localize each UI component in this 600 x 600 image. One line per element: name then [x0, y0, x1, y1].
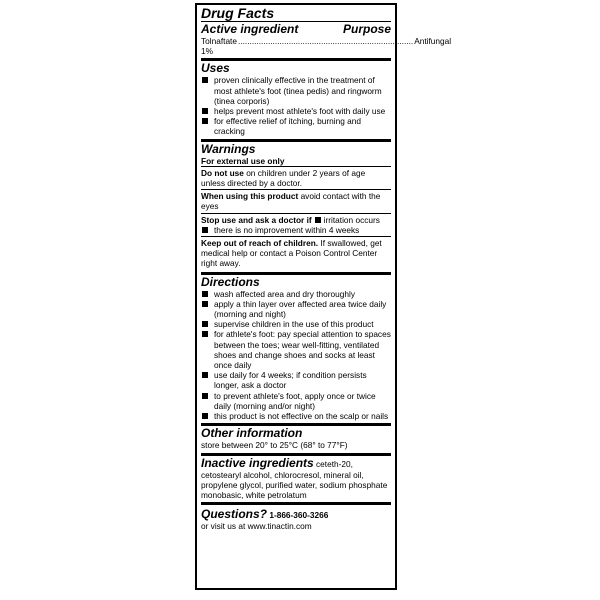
- list-item: to prevent athlete's foot, apply once or twice daily (morning and/or night): [201, 391, 391, 411]
- active-ingredient: Tolnaftate 1%: [201, 36, 237, 57]
- list-item: apply a thin layer over affected area twice daily (morning and night): [201, 299, 391, 319]
- bullet-icon: [315, 217, 321, 223]
- uses-section: [201, 61, 391, 141]
- questions-section: [201, 505, 391, 533]
- list-item: wash affected area and dry thoroughly: [201, 289, 391, 299]
- directions-heading: Directions: [201, 274, 260, 289]
- warnings-section: [201, 142, 391, 275]
- inactive-ingredients-text: ceteth-20, cetostearyl alcohol, chlorocresol, mineral oil, propylene glycol, purified water, sodium phosphate monobasic, white petrolatum: [201, 458, 388, 500]
- drug-facts-title: Drug Facts: [201, 5, 275, 21]
- questions-heading: Questions?: [201, 507, 268, 522]
- bullet-icon: [202, 118, 208, 124]
- bullet-icon: [202, 301, 208, 307]
- list-item: supervise children in the use of this product: [201, 319, 391, 329]
- bullet-icon: [202, 108, 208, 114]
- bullet-icon: [202, 291, 208, 297]
- external-use-text: For external use only: [201, 155, 285, 166]
- bullet-icon: [202, 372, 208, 378]
- list-item: use daily for 4 weeks; if condition persists longer, ask a doctor: [201, 370, 391, 390]
- active-ingredient-heading: Active ingredient: [201, 22, 299, 36]
- storage-text: store between 20° to 25°C (68° to 77°F): [201, 440, 348, 451]
- inactive-ingredients-section: [201, 456, 391, 506]
- bullet-icon: [202, 321, 208, 327]
- list-item: for athlete's foot: pay special attention to spaces between the toes; wear well-fitting, ventilated shoes and change shoes and socks at least once daily: [201, 329, 391, 370]
- do-not-use-block: Do not use on children under 2 years of age unless directed by a doctor.: [201, 166, 391, 189]
- keep-out-block: Keep out of reach of children. If swallowed, get medical help or contact a Poison Control Center right away.: [201, 236, 391, 270]
- bullet-icon: [202, 413, 208, 419]
- list-item: helps prevent most athlete's foot with daily use: [201, 106, 391, 116]
- bullet-icon: [202, 331, 208, 337]
- warnings-heading: Warnings: [201, 141, 256, 156]
- purpose-value: Antifungal: [414, 36, 452, 46]
- other-information-heading: Other information: [201, 426, 303, 441]
- drug-facts-header: [201, 5, 452, 61]
- phone-number: 1-866-360-3266: [269, 510, 329, 521]
- website-text: or visit us at www.tinactin.com: [201, 521, 312, 532]
- dot-leader: ............................................................................: [237, 36, 414, 46]
- bullet-icon: [202, 77, 208, 83]
- other-information-section: [201, 426, 391, 455]
- list-item: this product is not effective on the scalp or nails: [201, 411, 391, 421]
- uses-heading: Uses: [201, 61, 230, 76]
- inactive-ingredients-heading: Inactive ingredients: [201, 455, 314, 470]
- purpose-heading: Purpose: [342, 22, 391, 36]
- stop-use-block: Stop use and ask a doctor if irritation occurs there is no improvement within 4 weeks: [201, 213, 391, 236]
- directions-section: [201, 275, 391, 427]
- bullet-icon: [202, 393, 208, 399]
- drug-facts-panel: [195, 3, 452, 590]
- list-item: proven clinically effective in the treatment of most athlete's foot (tinea pedis) and ringworm (tinea corporis): [201, 75, 391, 106]
- when-using-block: When using this product avoid contact with the eyes: [201, 189, 391, 212]
- bullet-icon: [202, 227, 208, 233]
- list-item: for effective relief of itching, burning and cracking: [201, 116, 391, 136]
